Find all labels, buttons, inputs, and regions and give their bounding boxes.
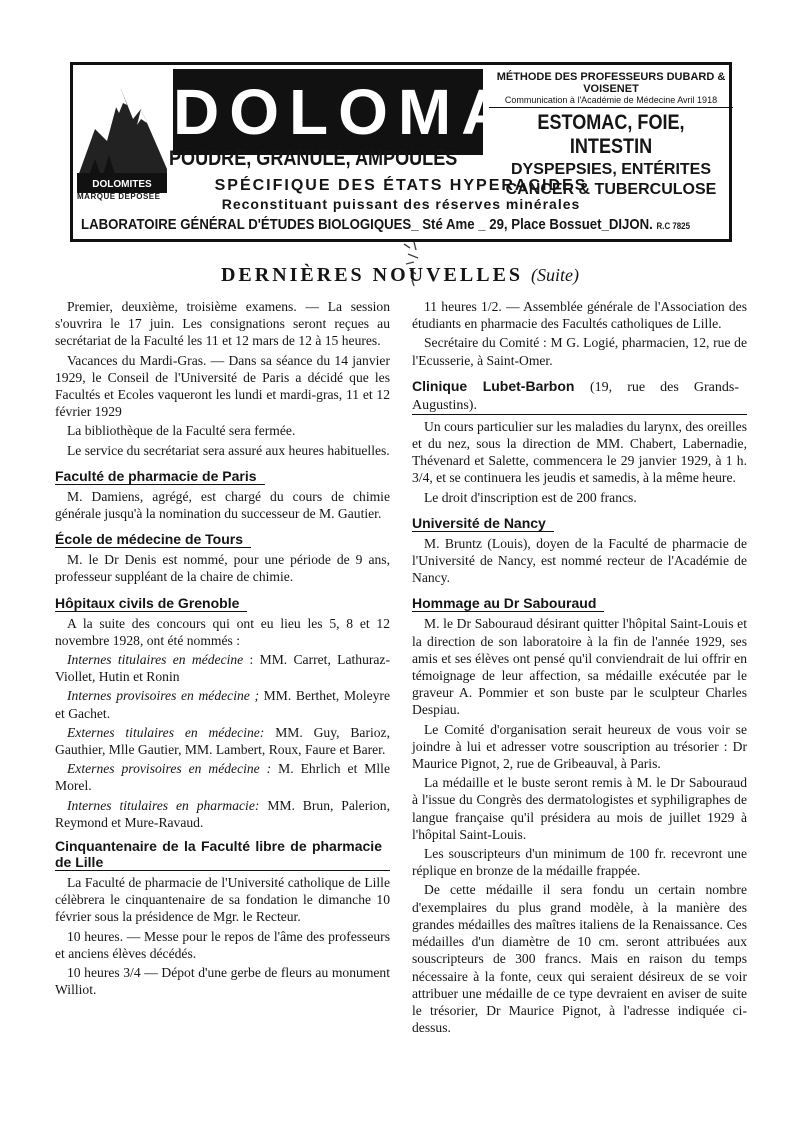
method-line: MÉTHODE DES PROFESSEURS DUBARD & VOISENET <box>496 71 726 95</box>
diseases-line-2: CANCER & TUBERCULOSE <box>505 181 717 198</box>
paragraph: M. Bruntz (Louis), doyen de la Faculté de pharmacie de l'Université de Nancy, est nommé recteur de l'Académie de Nancy. <box>412 535 747 586</box>
paragraph: Les souscripteurs d'un minimum de 100 fr. recevront une réplique en bronze de la médaille frappée. <box>412 846 747 879</box>
title-suite: (Suite) <box>531 265 580 285</box>
paragraph: Premier, deuxième, troisième examens. — La session s'ouvrira le 17 juin. Les consignations seront reçues au secrétariat de la Faculté les 11 et 12 mars de 12 à 15 heures. <box>55 299 390 349</box>
left-column <box>55 298 390 1001</box>
product-forms: POUDRE, GRANULÉ, AMPOULES <box>169 147 458 170</box>
section-heading: Cinquantenaire de la Faculté libre de pharmacie de Lille <box>55 838 390 871</box>
section-heading: Hôpitaux civils de Grenoble <box>55 595 247 612</box>
paragraph: Secrétaire du Comité : M G. Logié, pharmacien, 12, rue de l'Ecusserie, à Saint-Omer. <box>412 335 747 368</box>
paragraph: A la suite des concours qui ont eu lieu les 5, 8 et 12 novembre 1928, ont été nommés : <box>55 615 390 648</box>
mountain-logo-image <box>77 69 167 193</box>
paragraph: La médaille et le buste seront remis à M. le Dr Sabouraud à l'issue du Congrès des dermatologistes et syphiligraphes de langue française qu'il présidera au mois de juillet 1929 à l'hôpital Saint-Louis. <box>412 775 747 842</box>
trademark-note: MARQUE DÉPOSÉE <box>77 192 161 201</box>
paragraph: M. le Dr Sabouraud désirant quitter l'hôpital Saint-Louis et la direction de son laboratoire à la fin de l'année 1929, ses amis et ses élèves ont pensé qu'il conviendrait de lui offrir en témoignage de leur affection, sa médaille exécutée par le graveur A. Pommier et son buste par le sculpteur Charles Despiau. <box>412 616 747 718</box>
paragraph: Un cours particulier sur les maladies du larynx, des oreilles et du nez, sous la direction de MM. Chabert, Labernadie, Thévenard et Salette, commencera le 29 janvier 1929, à 1 h. 3/4, et se continuera les jeudis et samedis, à la même heure. <box>412 418 747 486</box>
appointment-names: MM. Berthet, Moleyre et Gachet. <box>55 688 390 721</box>
section-heading: Université de Nancy <box>412 515 554 532</box>
clinique-title: Clinique Lubet-Barbon <box>412 377 575 394</box>
paragraph: M. le Dr Denis est nommé, pour une période de 9 ans, professeur suppléant de la chaire de chimie. <box>55 552 390 585</box>
appointment-entry <box>55 760 390 794</box>
appointment-entry <box>55 687 390 721</box>
diseases-line-1: DYSPEPSIES, ENTÉRITES <box>510 161 712 178</box>
communication-line: Communication à l'Académie de Médecine Avril 1918 <box>489 95 733 108</box>
paragraph: 11 heures 1/2. — Assemblée générale de l'Association des étudiants en pharmacie des Facultés catholiques de Lille. <box>412 299 747 332</box>
paragraph: Le Comité d'organisation serait heureux de vous voir se joindre à lui et adresser votre souscription au trésorier : Dr Maurice Pignot, 2, rue de Gribeauval, à Paris. <box>412 721 747 772</box>
reconstituant-line: Reconstituant puissant des réserves minérales <box>221 196 581 212</box>
appointment-label: Externes provisoires en médecine : <box>67 761 272 777</box>
organs-line: ESTOMAC, FOIE, INTESTIN <box>537 111 685 158</box>
section-heading <box>412 378 747 415</box>
paragraph: Le droit d'inscription est de 200 francs. <box>424 489 637 505</box>
laboratory-address: LABORATOIRE GÉNÉRAL D'ÉTUDES BIOLOGIQUES_ Sté Ame _ 29, Place Bossuet_DIJON. <box>81 216 653 233</box>
appointment-label: Internes titulaires en médecine <box>67 652 244 668</box>
appointment-names: : MM. Carret, Lathuraz-Viollet, Hutin et Ronin <box>55 652 390 685</box>
paragraph: La bibliothèque de la Faculté sera fermée. <box>67 423 296 439</box>
clinique-address: (19, rue des Grands-Augustins). <box>412 379 740 413</box>
brand-logo: DOLOMA <box>173 69 483 155</box>
appointment-names: MM. Guy, Barioz, Gauthier, Mlle Gautier, MM. Lambert, Roux, Faure et Barer. <box>55 724 390 758</box>
paragraph: Le service du secrétariat sera assuré aux heures habituelles. <box>67 442 390 458</box>
section-heading: Hommage au Dr Sabouraud <box>412 595 604 612</box>
appointment-label: Internes provisoires en médecine ; <box>67 688 259 704</box>
appointment-entry <box>55 797 390 831</box>
page-title <box>0 264 800 287</box>
appointment-names: MM. Brun, Palerion, Reymond et Mure-Ravaud. <box>55 797 391 830</box>
section-heading: École de médecine de Tours <box>55 531 251 548</box>
paragraph: De cette médaille il sera fondu un certain nombre d'exemplaires du plus grand modèle, à la manière des grandes médailles des maîtres italiens de la Renaissance. Ces médailles d'un diamètre de 10 cm. seront attribuées aux souscripteurs de 300 francs. Mais en raison du temps nécessaire à la fonte, ceux qui seraient désireux de se voir attribuer une médaille de ce type devraient en aviser de suite le trésorier, Dr Maurice Pignot, à l'adresse indiquée ci-dessus. <box>412 882 747 1036</box>
mountain-caption: DOLOMITES <box>92 179 152 190</box>
right-column <box>412 298 747 1038</box>
appointment-names: M. Ehrlich et Mlle Morel. <box>55 761 390 794</box>
doloma-advertisement <box>70 62 732 242</box>
appointment-label: Externes titulaires en médecine: <box>67 724 265 740</box>
paragraph: M. Damiens, agrégé, est chargé du cours de chimie générale jusqu'à la nomination du successeur de M. Gautier. <box>55 488 390 522</box>
appointment-entry <box>55 724 390 758</box>
appointment-entry <box>55 651 390 685</box>
paragraph: La Faculté de pharmacie de l'Université catholique de Lille célèbrera le cinquantenaire de sa fondation le dimanche 10 février sous la présidence de Mgr. le Recteur. <box>55 875 390 925</box>
specific-line: SPÉCIFIQUE DES ÉTATS HYPERACIDES <box>214 177 588 194</box>
paragraph: Vacances du Mardi-Gras. — Dans sa séance du 14 janvier 1929, le Conseil de l'Université de Paris a décidé que les Facultés et Ecoles vaqueront les lundi et mardi-gras, 11 et 12 février 1929 <box>55 352 390 420</box>
paragraph: 10 heures 3/4 — Dépot d'une gerbe de fleurs au monument Williot. <box>55 965 390 998</box>
appointment-label: Internes titulaires en pharmacie: <box>67 797 260 813</box>
title-text: DERNIÈRES NOUVELLES <box>220 264 524 286</box>
laboratory-line <box>81 216 691 233</box>
paragraph: 10 heures. — Messe pour le repos de l'âme des professeurs et anciens élèves décédés. <box>55 928 390 961</box>
section-heading: Faculté de pharmacie de Paris <box>55 468 265 485</box>
rc-number: R.C 7825 <box>656 221 691 231</box>
